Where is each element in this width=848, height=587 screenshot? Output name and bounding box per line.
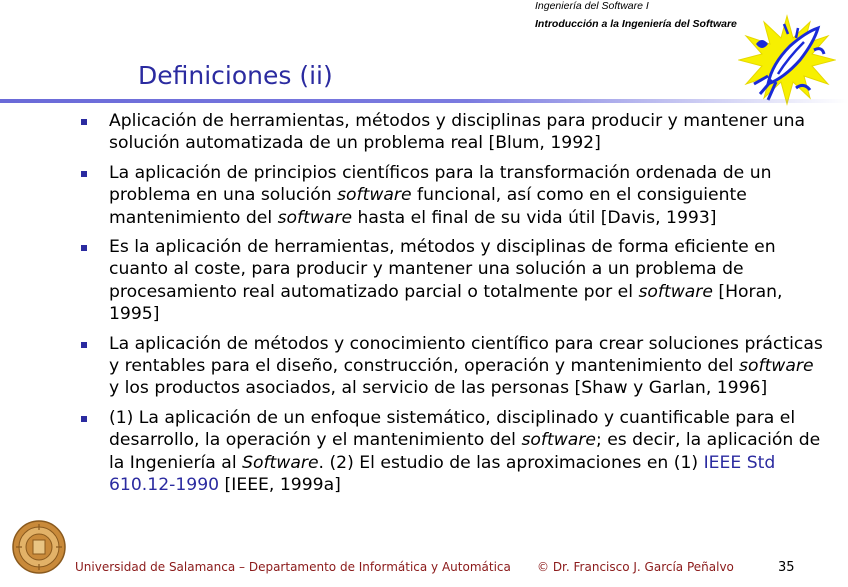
bullet-item — [78, 407, 828, 497]
square-bullet-icon — [81, 245, 87, 251]
italic-term: software — [277, 207, 353, 228]
rocket-sun-logo-icon — [738, 14, 836, 106]
footer-author: © Dr. Francisco J. García Peñalvo — [537, 560, 734, 574]
bullet-list — [78, 110, 828, 504]
page-number: 35 — [778, 560, 795, 575]
bullet-text: funcional, así como en el consiguiente mantenimiento del — [109, 185, 747, 228]
italic-term: software — [337, 185, 412, 206]
bullet-text: La aplicación de principios científicos para la transformación ordenada de un problema en una solución — [109, 162, 772, 206]
square-bullet-icon — [81, 119, 87, 125]
bullet-text: (1) La aplicación de un enfoque sistemático, disciplinado y cuantificable para el desarrollo, la operación y el mantenimiento del — [109, 407, 796, 451]
square-bullet-icon — [81, 171, 87, 177]
bullet-text: [IEEE, 1999a] — [219, 475, 341, 496]
italic-term: Software — [242, 452, 319, 473]
footer-university: Universidad de Salamanca – Departamento de Informática y Automática — [75, 560, 511, 574]
bullet-text: hasta el final de su vida útil [Davis, 1993] — [352, 207, 717, 228]
bullet-item — [78, 162, 828, 229]
bullet-text: Es la aplicación de herramientas, métodos y disciplinas de forma eficiente en cuanto al coste, para producir y mantener una solución a un problema de procesamiento real automatizado parcial o totalmente por el — [109, 237, 776, 302]
title-rule — [0, 99, 848, 103]
bullet-text: . (2) El estudio de las aproximaciones en (1) — [318, 452, 704, 473]
header-subtitle: Introducción a la Ingeniería del Software — [535, 18, 737, 30]
header-course: Ingeniería del Software I — [535, 0, 649, 12]
bullet-item — [78, 333, 828, 400]
bullet-item — [78, 110, 828, 155]
bullet-text: y los productos asociados, al servicio de las personas [Shaw y Garlan, 1996] — [109, 378, 768, 399]
bullet-text: Aplicación de herramientas, métodos y disciplinas para producir y mantener una solución automatizada de un problema real [Blum, 1992] — [109, 111, 806, 154]
slide-title: Definiciones (ii) — [138, 61, 333, 90]
italic-term: software — [739, 356, 814, 377]
university-seal-icon — [12, 520, 66, 574]
bullet-text: [Horan, 1995] — [109, 281, 783, 325]
reference-link[interactable]: IEEE Std 610.12-1990 — [109, 452, 776, 496]
bullet-text: La aplicación de métodos y conocimiento científico para crear soluciones prácticas y rentables para el diseño, construcción, operación y mantenimiento del — [109, 333, 823, 377]
bullet-item — [78, 236, 828, 326]
bullet-text: ; es decir, la aplicación de la Ingeniería al — [109, 430, 821, 473]
square-bullet-icon — [81, 416, 87, 422]
square-bullet-icon — [81, 342, 87, 348]
italic-term: software — [638, 281, 713, 302]
italic-term: software — [521, 430, 596, 451]
